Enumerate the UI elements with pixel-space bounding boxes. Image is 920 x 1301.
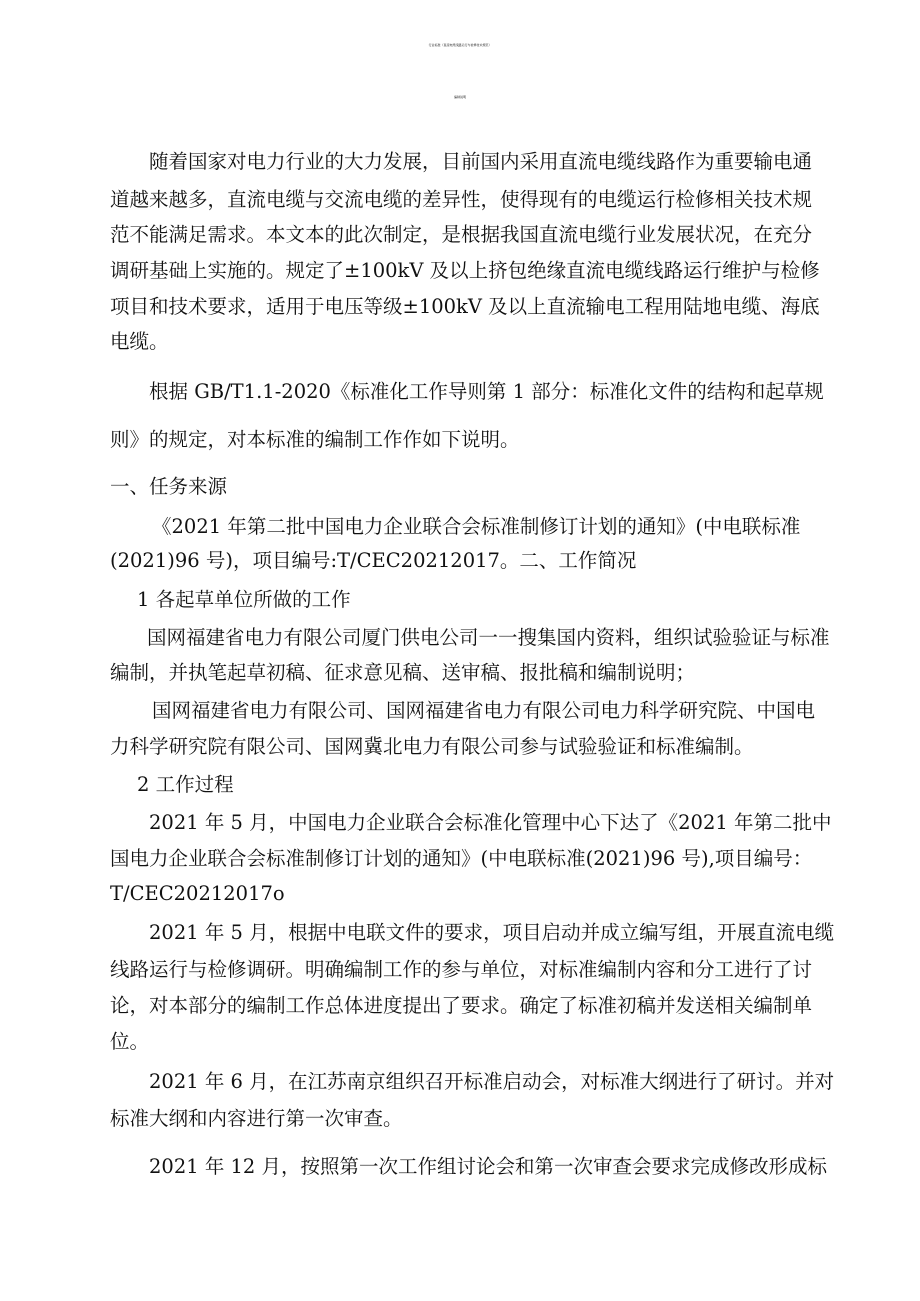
paragraph-line: 国网福建省电力有限公司、国网福建省电力有限公司电力科学研究院、中国电 — [152, 699, 816, 722]
document-title: 行业标准《直流电缆线路运行与检修技术规范》 — [428, 43, 492, 47]
paragraph-line: 2021 年 12 月，按照第一次工作组讨论会和第一次审查会要求完成修改形成标 — [149, 1155, 828, 1178]
paragraph-line: 项目和技术要求，适用于电压等级±100kV 及以上直流输电工程用陆地电缆、海底 — [110, 295, 820, 318]
paragraph-line: (2021)96 号)，项目编号:T/CEC20212017。二、工作简况 — [110, 549, 637, 572]
paragraph-line: 范不能满足需求。本文本的此次制定，是根据我国直流电缆行业发展状况，在充分 — [110, 223, 813, 246]
document-subtitle: 编制说明 — [453, 95, 466, 99]
paragraph-line: 2021 年 6 月，在江苏南京组织召开标准启动会，对标准大纲进行了研讨。并对 — [149, 1070, 835, 1093]
paragraph-line: 根据 GB/T1.1-2020《标准化工作导则第 1 部分：标准化文件的结构和起草规 — [149, 380, 824, 403]
paragraph-line: 《2021 年第二批中国电力企业联合会标准制修订计划的通知》(中电联标准 — [152, 515, 801, 538]
paragraph-line: 论，对本部分的编制工作总体进度提出了要求。确定了标准初稿并发送相关编制单 — [110, 994, 813, 1017]
paragraph-line: 力科学研究院有限公司、国网冀北电力有限公司参与试验验证和标准编制。 — [110, 735, 754, 758]
paragraph-line: 国网福建省电力有限公司厦门供电公司一一搜集国内资料，组织试验验证与标准 — [147, 626, 830, 649]
paragraph-line: 线路运行与检修调研。明确编制工作的参与单位，对标准编制内容和分工进行了讨 — [110, 958, 813, 981]
paragraph-line: 电缆。 — [110, 330, 169, 353]
paragraph-line: 国电力企业联合会标准制修订计划的通知》(中电联标准(2021)96 号),项目编号： — [110, 847, 813, 870]
section-heading: 一、任务来源 — [110, 475, 228, 498]
subsection-heading: 1 各起草单位所做的工作 — [137, 588, 351, 611]
subsection-heading: 2 工作过程 — [137, 773, 234, 796]
paragraph-line: 道越来越多，直流电缆与交流电缆的差异性，使得现有的电缆运行检修相关技术规 — [110, 188, 813, 211]
paragraph-line: 标准大纲和内容进行第一次审查。 — [110, 1107, 403, 1130]
paragraph-line: 则》的规定，对本标准的编制工作作如下说明。 — [110, 428, 520, 451]
paragraph-line: 2021 年 5 月，根据中电联文件的要求，项目启动并成立编写组，开展直流电缆 — [149, 921, 835, 944]
paragraph-line: 调研基础上实施的。规定了±100kV 及以上挤包绝缘直流电缆线路运行维护与检修 — [110, 259, 820, 282]
paragraph-line: 编制，并执笔起草初稿、征求意见稿、送审稿、报批稿和编制说明； — [110, 661, 696, 684]
paragraph-line: 2021 年 5 月，中国电力企业联合会标准化管理中心下达了《2021 年第二批中 — [149, 811, 832, 834]
paragraph-line: 位。 — [110, 1030, 150, 1053]
paragraph-line: 随着国家对电力行业的大力发展，目前国内采用直流电缆线路作为重要输电通 — [149, 150, 813, 173]
paragraph-line: T/CEC20212017o — [110, 882, 285, 905]
